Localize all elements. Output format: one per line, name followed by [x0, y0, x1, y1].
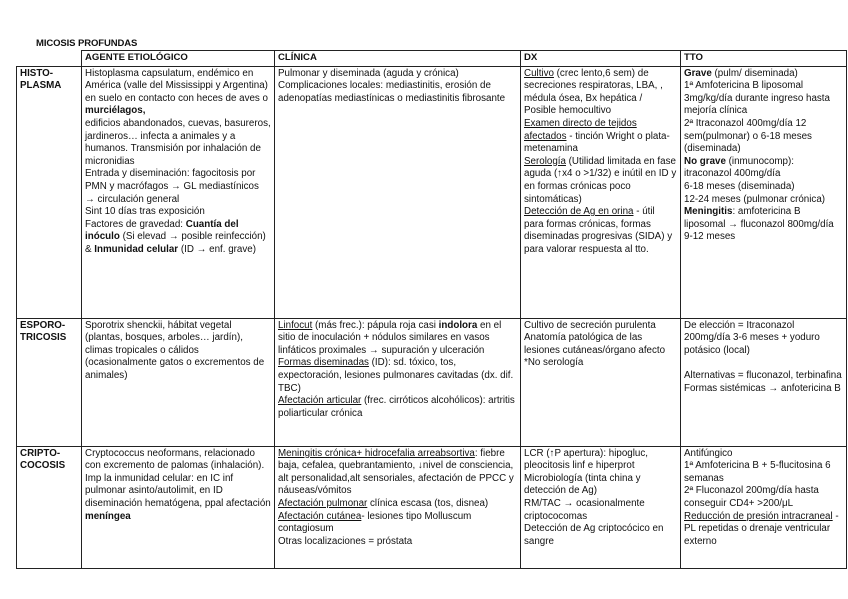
cell-histoplasma-clinica: Pulmonar y diseminada (aguda y crónica) Complicaciones locales: mediastinitis, erosión de adenopatías mediastínicas o mediastinitis fibrosante — [275, 66, 521, 318]
cell-histoplasma-dx: Cultivo (crec lento,6 sem) de secreciones respiratoras, LBA, , médula ósea, Bx hepática / Posible hemocultivo Examen directo de tejidos afectados - tinción Wright o plata-metenamina Serología (Utilidad limitada en fase aguda (↑x4 o >1/32) e inútil en ID y en formas crónicas poco sintomáticas) Detección de Ag en orina - útil para formas crónicas, formas diseminadas progresivas (SIDA) y para valorar respuesta al tto. — [521, 66, 681, 318]
cell-criptococosis-clinica: Meningitis crónica+ hidrocefalia arreabsortiva: fiebre baja, cefalea, quebrantamiento, ↓nivel de consciencia, alt personalidad,alt sensoriales, afectación de PPCC y náuseas/vómitos Afectación pulmonar clínica escasa (tos, disnea) Afectación cutánea- lesiones tipo Molluscum contagiosum Otras localizaciones = próstata — [275, 446, 521, 568]
header-clinica: CLÍNICA — [275, 51, 521, 67]
cell-esporotricosis-clinica: Linfocut (más frec.): pápula roja casi indolora en el sitio de inoculación + nódulos similares en vasos linfáticos proximales → supuración y ulceración Formas diseminadas (ID): sd. tóxico, tos, expectoración, lesiones pulmonares cavitadas (dx. dif. TBC) Afectación articular (frec. cirróticos alcohólicos): artritis poliarticular crónica — [275, 318, 521, 446]
header-dx: DX — [521, 51, 681, 67]
cell-criptococosis-tto: Antifúngico 1ª Amfotericina B + 5-flucitosina 6 semanas 2ª Fluconazol 200mg/día hasta conseguir CD4+ >200/μL Reducción de presión intracraneal - PL repetidas o drenaje ventricular externo — [681, 446, 847, 568]
row-label-criptococosis: CRIPTO- COCOSIS — [17, 446, 82, 568]
cell-esporotricosis-tto: De elección = Itraconazol 200mg/día 3-6 meses + yoduro potásico (local) Alternativas = fluconazol, terbinafina Formas sistémicas → anfotericina B — [681, 318, 847, 446]
row-criptococosis — [17, 446, 847, 568]
page-title: MICOSIS PROFUNDAS — [36, 38, 138, 49]
cell-criptococosis-agente: Cryptococcus neoformans, relacionado con excremento de palomas (inhalación). Imp la inmunidad celular: en IC inf pulmonar asinto/autolimit, en ID diseminación hematógena, ppal afectación meníngea — [82, 446, 275, 568]
row-histoplasma — [17, 66, 847, 318]
row-label-histoplasma: HISTO- PLASMA — [17, 66, 82, 318]
header-tto: TTO — [681, 51, 847, 67]
row-esporotricosis — [17, 318, 847, 446]
cell-criptococosis-dx: LCR (↑P apertura): hipogluc, pleocitosis linf e hiperprot Microbiología (tinta china y detección de Ag) RM/TAC → ocasionalmente criptococomas Detección de Ag criptocócico en sangre — [521, 446, 681, 568]
micosis-table — [16, 50, 847, 569]
header-agente: AGENTE ETIOLÓGICO — [82, 51, 275, 67]
cell-histoplasma-agente: Histoplasma capsulatum, endémico en América (valle del Mississippi y Argentina) en suelo en contacto con heces de aves o murciélagos, edificios abandonados, cuevas, basureros, jardineros… infecta a animales y a humanos. Transmisión por inhalación de micronidias Entrada y diseminación: fagocitosis por PMN y macrófagos → GL mediastínicos → circulación general Sint 10 días tras exposición Factores de gravedad: Cuantía del inóculo (Si elevad → posible reinfección) & Inmunidad celular (ID → enf. grave) — [82, 66, 275, 318]
cell-esporotricosis-agente: Sporotrix shenckii, hábitat vegetal (plantas, bosques, arboles… jardín), climas tropicales o cálidos (ocasionalmente gatos o excrementos de animales) — [82, 318, 275, 446]
cell-esporotricosis-dx: Cultivo de secreción purulenta Anatomía patológica de las lesiones cutáneas/órgano afecto *No serología — [521, 318, 681, 446]
row-label-esporotricosis: ESPORO- TRICOSIS — [17, 318, 82, 446]
header-row — [17, 51, 847, 67]
header-corner — [17, 51, 82, 67]
cell-histoplasma-tto: Grave (pulm/ diseminada) 1ª Amfotericina B liposomal 3mg/kg/día durante ingreso hasta mejoría clínica 2ª Itraconazol 400mg/día 12 sem(pulmonar) o 6-18 meses (diseminada) No grave (inmunocomp): itraconazol 400mg/día 6-18 meses (diseminada) 12-24 meses (pulmonar crónica) Meningitis: amfotericina B liposomal → fluconazol 800mg/día 9-12 meses — [681, 66, 847, 318]
